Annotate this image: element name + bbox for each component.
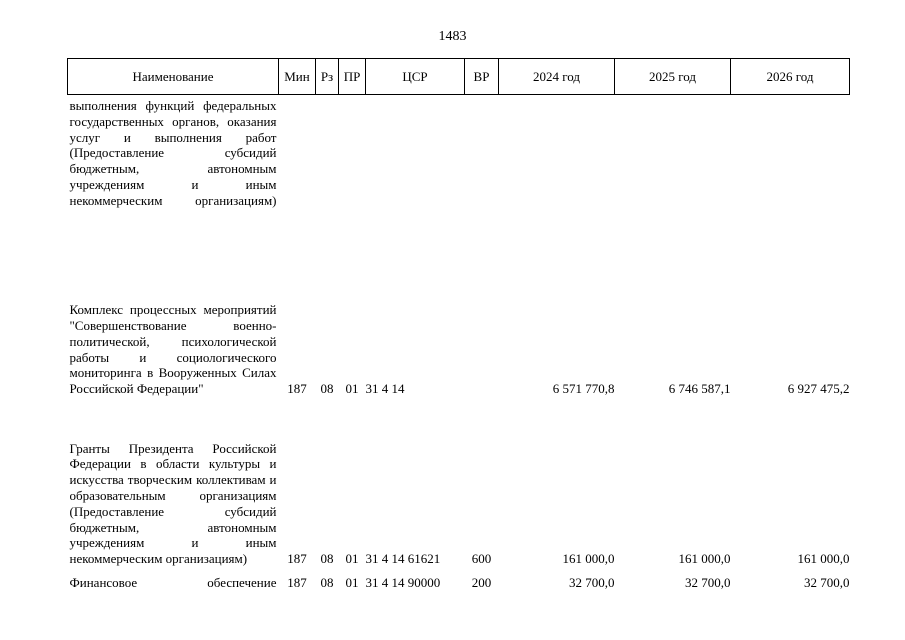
header-vr: ВР bbox=[465, 59, 499, 95]
row-2025: 161 000,0 bbox=[678, 551, 731, 567]
row-pr bbox=[339, 95, 366, 249]
row-csr: 31 4 14 90000 bbox=[365, 575, 441, 591]
row-rz bbox=[316, 95, 339, 249]
row-min: 187 bbox=[287, 551, 307, 567]
row-rz: 08 bbox=[320, 575, 334, 591]
row-rz: 08 bbox=[320, 381, 334, 397]
row-2024: 6 571 770,8 bbox=[552, 381, 615, 397]
row-rz: 08 bbox=[320, 551, 334, 567]
table-row bbox=[68, 567, 850, 591]
row-pr: 01 bbox=[345, 575, 359, 591]
row-2026: 6 927 475,2 bbox=[787, 381, 850, 397]
row-2024: 161 000,0 bbox=[562, 551, 615, 567]
row-name: Комплекс процессных мероприятий "Совершенствование военно-политической, психологической работы и социологического мониторинга в Вооруженных Силах Российской Федерации" bbox=[69, 302, 277, 397]
row-name: Гранты Президента Российской Федерации в области культуры и искусства творческим коллективам и образовательным организациям (Предоставление субсидий бюджетным, автономным учреждениям и иным некоммерческим организациям) bbox=[69, 440, 277, 567]
row-2024 bbox=[499, 95, 615, 249]
header-2024: 2024 год bbox=[499, 59, 615, 95]
row-vr: 200 bbox=[471, 575, 492, 591]
row-2026: 161 000,0 bbox=[797, 551, 850, 567]
row-2025: 32 700,0 bbox=[685, 575, 731, 591]
table-row bbox=[68, 95, 850, 249]
row-min: 187 bbox=[287, 381, 307, 397]
header-rz: Рз bbox=[316, 59, 339, 95]
header-min: Мин bbox=[279, 59, 316, 95]
row-csr: 31 4 14 bbox=[365, 381, 405, 397]
row-pr: 01 bbox=[345, 551, 359, 567]
row-2026 bbox=[731, 95, 850, 249]
row-vr: 600 bbox=[471, 551, 492, 567]
header-2026: 2026 год bbox=[731, 59, 850, 95]
table-row bbox=[68, 248, 850, 397]
row-csr: 31 4 14 61621 bbox=[365, 551, 441, 567]
row-csr bbox=[366, 95, 465, 249]
header-row bbox=[68, 59, 850, 95]
page-number: 1483 bbox=[438, 29, 467, 44]
header-2025: 2025 год bbox=[615, 59, 731, 95]
row-2025: 6 746 587,1 bbox=[668, 381, 731, 397]
row-2025 bbox=[615, 95, 731, 249]
row-2026: 32 700,0 bbox=[804, 575, 850, 591]
header-pr: ПР bbox=[339, 59, 366, 95]
row-vr bbox=[465, 248, 499, 397]
table-row bbox=[68, 397, 850, 567]
budget-table bbox=[67, 58, 850, 591]
row-min: 187 bbox=[287, 575, 307, 591]
header-name: Наименование bbox=[68, 59, 279, 95]
row-min bbox=[279, 95, 316, 249]
row-pr: 01 bbox=[345, 381, 359, 397]
row-vr bbox=[465, 95, 499, 249]
header-csr: ЦСР bbox=[366, 59, 465, 95]
row-name: выполнения функций федеральных государственных органов, оказания услуг и выполнения работ (Предоставление субсидий бюджетным, автономным учреждениям и иным некоммерческим организациям) bbox=[69, 98, 277, 208]
row-name: Финансовое обеспечение bbox=[69, 575, 277, 591]
row-2024: 32 700,0 bbox=[569, 575, 615, 591]
